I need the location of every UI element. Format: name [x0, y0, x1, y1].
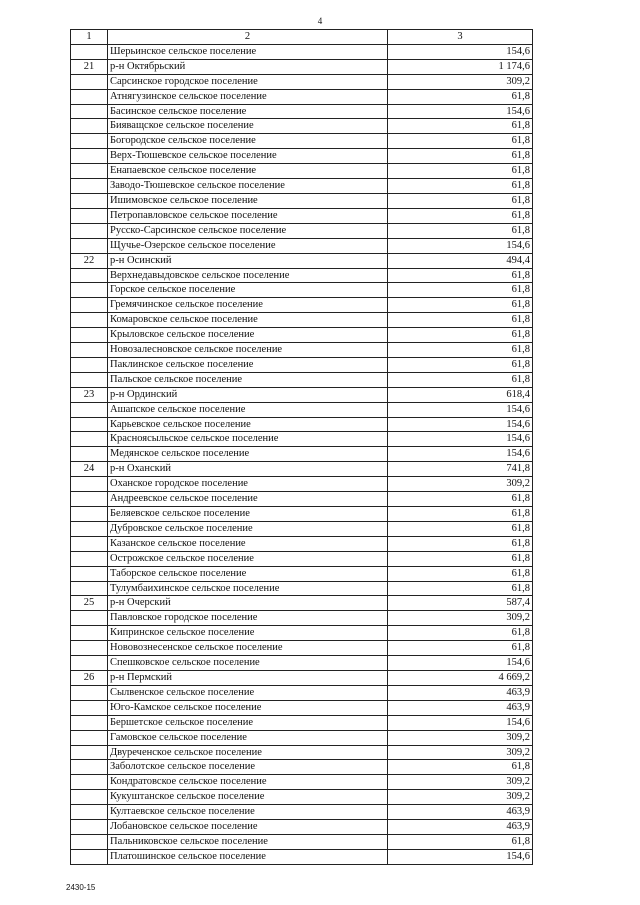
table-row: [71, 790, 533, 805]
row-name: Нововознесенское сельское поселение: [108, 641, 388, 656]
row-number: [71, 536, 108, 551]
table-row: [71, 730, 533, 745]
row-name: Юго-Камское сельское поселение: [108, 700, 388, 715]
table-row: [71, 834, 533, 849]
row-name: Сарсинское городское поселение: [108, 74, 388, 89]
table-row: [71, 283, 533, 298]
table-row: [71, 551, 533, 566]
row-number: [71, 656, 108, 671]
row-number: [71, 775, 108, 790]
row-number: [71, 283, 108, 298]
row-name: Кипринское сельское поселение: [108, 626, 388, 641]
row-value: 618,4: [388, 387, 533, 402]
row-name: Ашапское сельское поселение: [108, 402, 388, 417]
row-value: 154,6: [388, 849, 533, 864]
row-name: Платошинское сельское поселение: [108, 849, 388, 864]
table-row: [71, 149, 533, 164]
row-name: Казанское сельское поселение: [108, 536, 388, 551]
table-row: [71, 507, 533, 522]
table-row: [71, 59, 533, 74]
row-value: 61,8: [388, 492, 533, 507]
row-name: Комаровское сельское поселение: [108, 313, 388, 328]
row-value: 154,6: [388, 104, 533, 119]
row-value: 463,9: [388, 685, 533, 700]
table-row: [71, 402, 533, 417]
row-name: Двуреченское сельское поселение: [108, 745, 388, 760]
row-number: [71, 179, 108, 194]
row-name: Гамовское сельское поселение: [108, 730, 388, 745]
table-row: [71, 641, 533, 656]
row-name: р-н Пермский: [108, 670, 388, 685]
row-number: [71, 551, 108, 566]
table-row: [71, 521, 533, 536]
row-name: Сылвенское сельское поселение: [108, 685, 388, 700]
table-header-row: [71, 30, 533, 45]
row-value: 309,2: [388, 790, 533, 805]
row-value: 61,8: [388, 507, 533, 522]
row-number: [71, 104, 108, 119]
row-number: [71, 790, 108, 805]
table-row: [71, 462, 533, 477]
row-number: [71, 164, 108, 179]
row-value: 309,2: [388, 477, 533, 492]
table-row: [71, 656, 533, 671]
table-row: [71, 357, 533, 372]
row-number: 26: [71, 670, 108, 685]
table-row: [71, 432, 533, 447]
row-number: 25: [71, 596, 108, 611]
row-number: [71, 223, 108, 238]
row-name: Кукуштанское сельское поселение: [108, 790, 388, 805]
row-value: 61,8: [388, 343, 533, 358]
row-number: 23: [71, 387, 108, 402]
row-name: Красноясыльское сельское поселение: [108, 432, 388, 447]
row-value: 61,8: [388, 134, 533, 149]
row-value: 309,2: [388, 745, 533, 760]
row-name: Беляевское сельское поселение: [108, 507, 388, 522]
row-name: Заболотское сельское поселение: [108, 760, 388, 775]
table-row: [71, 611, 533, 626]
table-row: [71, 417, 533, 432]
row-name: р-н Осинский: [108, 253, 388, 268]
table-row: [71, 298, 533, 313]
row-name: Бияващское сельское поселение: [108, 119, 388, 134]
row-name: Басинское сельское поселение: [108, 104, 388, 119]
row-value: 309,2: [388, 611, 533, 626]
row-number: [71, 507, 108, 522]
row-number: [71, 149, 108, 164]
table-row: [71, 566, 533, 581]
row-value: 61,8: [388, 164, 533, 179]
row-name: Лобановское сельское поселение: [108, 820, 388, 835]
row-value: 61,8: [388, 223, 533, 238]
row-value: 61,8: [388, 179, 533, 194]
table-row: [71, 477, 533, 492]
table-row: [71, 700, 533, 715]
row-name: Острожское сельское поселение: [108, 551, 388, 566]
row-name: Медянское сельское поселение: [108, 447, 388, 462]
row-value: 61,8: [388, 834, 533, 849]
row-value: 61,8: [388, 760, 533, 775]
row-name: Пальское сельское поселение: [108, 372, 388, 387]
row-value: 309,2: [388, 730, 533, 745]
row-number: [71, 74, 108, 89]
row-name: Кондратовское сельское поселение: [108, 775, 388, 790]
row-name: Богородское сельское поселение: [108, 134, 388, 149]
row-value: 61,8: [388, 119, 533, 134]
row-value: 154,6: [388, 417, 533, 432]
row-number: 21: [71, 59, 108, 74]
row-name: Павловское городское поселение: [108, 611, 388, 626]
row-value: 61,8: [388, 626, 533, 641]
row-number: [71, 581, 108, 596]
row-number: [71, 685, 108, 700]
table-row: [71, 387, 533, 402]
table-row: [71, 164, 533, 179]
row-value: 154,6: [388, 656, 533, 671]
table-row: [71, 372, 533, 387]
row-name: Шерьинское сельское поселение: [108, 44, 388, 59]
row-value: 61,8: [388, 357, 533, 372]
table-row: [71, 760, 533, 775]
row-value: 154,6: [388, 238, 533, 253]
row-value: 61,8: [388, 641, 533, 656]
row-number: [71, 134, 108, 149]
row-value: 154,6: [388, 432, 533, 447]
table-row: [71, 805, 533, 820]
table-row: [71, 313, 533, 328]
table-row: [71, 581, 533, 596]
row-number: [71, 119, 108, 134]
row-value: 61,8: [388, 328, 533, 343]
row-name: Крыловское сельское поселение: [108, 328, 388, 343]
table-row: [71, 74, 533, 89]
row-number: [71, 417, 108, 432]
row-number: [71, 730, 108, 745]
row-number: [71, 566, 108, 581]
row-name: Бершетское сельское поселение: [108, 715, 388, 730]
row-value: 61,8: [388, 208, 533, 223]
row-value: 587,4: [388, 596, 533, 611]
table-row: [71, 119, 533, 134]
row-number: [71, 268, 108, 283]
column-header-3: 3: [388, 30, 533, 45]
table-row: [71, 820, 533, 835]
row-value: 61,8: [388, 551, 533, 566]
row-value: 4 669,2: [388, 670, 533, 685]
row-number: [71, 372, 108, 387]
row-number: [71, 626, 108, 641]
row-name: Верхнедавыдовское сельское поселение: [108, 268, 388, 283]
row-number: [71, 432, 108, 447]
row-number: [71, 820, 108, 835]
row-value: 61,8: [388, 313, 533, 328]
table-row: [71, 536, 533, 551]
row-value: 154,6: [388, 44, 533, 59]
table-row: [71, 685, 533, 700]
row-number: [71, 700, 108, 715]
row-number: [71, 477, 108, 492]
table-row: [71, 715, 533, 730]
row-value: 463,9: [388, 805, 533, 820]
row-value: 61,8: [388, 283, 533, 298]
row-number: [71, 89, 108, 104]
row-number: 22: [71, 253, 108, 268]
row-value: 61,8: [388, 193, 533, 208]
row-name: Таборское сельское поселение: [108, 566, 388, 581]
table-row: [71, 268, 533, 283]
row-name: Горское сельское поселение: [108, 283, 388, 298]
row-value: 309,2: [388, 775, 533, 790]
row-name: Паклинское сельское поселение: [108, 357, 388, 372]
table-row: [71, 670, 533, 685]
row-name: Заводо-Тюшевское сельское поселение: [108, 179, 388, 194]
row-number: 24: [71, 462, 108, 477]
row-number: [71, 805, 108, 820]
row-name: Карьевское сельское поселение: [108, 417, 388, 432]
table-row: [71, 193, 533, 208]
table-row: [71, 208, 533, 223]
column-header-1: 1: [71, 30, 108, 45]
row-name: Щучье-Озерское сельское поселение: [108, 238, 388, 253]
row-name: Пальниковское сельское поселение: [108, 834, 388, 849]
row-number: [71, 492, 108, 507]
row-name: р-н Очерский: [108, 596, 388, 611]
row-name: р-н Октябрьский: [108, 59, 388, 74]
table-row: [71, 447, 533, 462]
table-row: [71, 745, 533, 760]
row-name: Новозалесновское сельское поселение: [108, 343, 388, 358]
row-number: [71, 313, 108, 328]
row-number: [71, 208, 108, 223]
row-name: Култаевское сельское поселение: [108, 805, 388, 820]
row-name: р-н Оханский: [108, 462, 388, 477]
row-value: 463,9: [388, 700, 533, 715]
row-number: [71, 760, 108, 775]
row-value: 61,8: [388, 268, 533, 283]
row-number: [71, 298, 108, 313]
row-name: Оханское городское поселение: [108, 477, 388, 492]
row-value: 463,9: [388, 820, 533, 835]
row-number: [71, 521, 108, 536]
row-number: [71, 611, 108, 626]
row-number: [71, 834, 108, 849]
row-value: 61,8: [388, 89, 533, 104]
allocation-table: [70, 29, 533, 865]
row-number: [71, 357, 108, 372]
row-value: 1 174,6: [388, 59, 533, 74]
row-name: р-н Ординский: [108, 387, 388, 402]
row-name: Спешковское сельское поселение: [108, 656, 388, 671]
row-name: Енапаевское сельское поселение: [108, 164, 388, 179]
row-name: Атнягузинское сельское поселение: [108, 89, 388, 104]
row-number: [71, 238, 108, 253]
row-number: [71, 343, 108, 358]
row-name: Андреевское сельское поселение: [108, 492, 388, 507]
document-code: 2430-15: [66, 883, 96, 892]
table-row: [71, 238, 533, 253]
row-value: 61,8: [388, 566, 533, 581]
row-value: 154,6: [388, 715, 533, 730]
row-number: [71, 402, 108, 417]
row-name: Тулумбаихинское сельское поселение: [108, 581, 388, 596]
row-value: 61,8: [388, 581, 533, 596]
table-row: [71, 343, 533, 358]
row-name: Петропавловское сельское поселение: [108, 208, 388, 223]
table-row: [71, 44, 533, 59]
row-number: [71, 849, 108, 864]
row-name: Русско-Сарсинское сельское поселение: [108, 223, 388, 238]
row-value: 61,8: [388, 149, 533, 164]
table-row: [71, 253, 533, 268]
row-name: Ишимовское сельское поселение: [108, 193, 388, 208]
row-value: 154,6: [388, 402, 533, 417]
table-row: [71, 492, 533, 507]
row-value: 154,6: [388, 447, 533, 462]
row-value: 61,8: [388, 521, 533, 536]
table-row: [71, 626, 533, 641]
table-row: [71, 849, 533, 864]
row-value: 61,8: [388, 298, 533, 313]
row-number: [71, 447, 108, 462]
row-value: 309,2: [388, 74, 533, 89]
row-number: [71, 745, 108, 760]
row-number: [71, 328, 108, 343]
table-row: [71, 179, 533, 194]
row-name: Дубровское сельское поселение: [108, 521, 388, 536]
table-row: [71, 89, 533, 104]
column-header-2: 2: [108, 30, 388, 45]
row-value: 741,8: [388, 462, 533, 477]
table-row: [71, 104, 533, 119]
row-name: Гремячинское сельское поселение: [108, 298, 388, 313]
row-value: 494,4: [388, 253, 533, 268]
page-number: 4: [317, 16, 323, 26]
row-name: Верх-Тюшевское сельское поселение: [108, 149, 388, 164]
table-row: [71, 596, 533, 611]
row-value: 61,8: [388, 372, 533, 387]
table-row: [71, 328, 533, 343]
row-number: [71, 715, 108, 730]
row-number: [71, 641, 108, 656]
table-row: [71, 134, 533, 149]
table-row: [71, 775, 533, 790]
row-number: [71, 193, 108, 208]
row-number: [71, 44, 108, 59]
row-value: 61,8: [388, 536, 533, 551]
table-row: [71, 223, 533, 238]
